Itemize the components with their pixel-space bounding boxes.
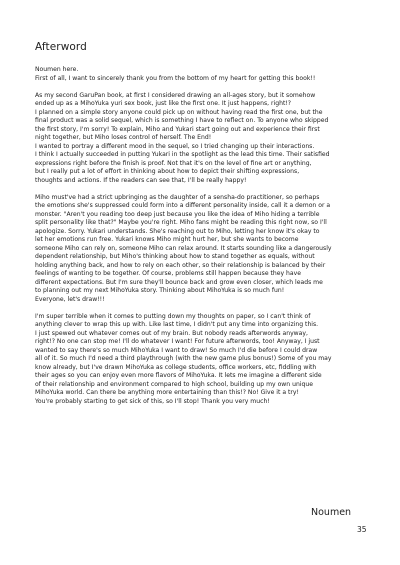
text-line: As my second GaruPan book, at first I considered drawing an all-ages story, but it somehow (35, 91, 316, 99)
text-line: monster. "Aren't you reading too deep just because you like the idea of Miho hiding a terrible (35, 210, 320, 218)
text-line: wanted to say there's so much MihoYuka I want to draw! So much I'd die before I could draw (35, 346, 318, 354)
text-line: split personality like that?" Maybe you're right. Miho fans might be reading this right now, so I'll (35, 219, 327, 226)
page-number: 35 (357, 525, 367, 534)
text-line: holding anything back, and how to rely on each other, so their relationship is balanced by their (35, 261, 326, 269)
text-line: all of it. So much I'd need a third playthrough (with the new game plus bonus!) Some of you may (35, 355, 332, 362)
text-line: final product was a solid sequel, which is something I have to reflect on. To anyone who skipped (35, 117, 329, 124)
text-line: I planned on a simple story anyone could pick up on without having read the first one, but the (35, 108, 323, 116)
page-title: Afterword (35, 41, 87, 53)
text-line: thoughts and actions. If the readers can see that, I'll be really happy! (35, 176, 247, 184)
text-line: someone Miho can rely on, someone Miho can relax around. It starts sounding like a dangerously (35, 244, 332, 252)
text-line: anything clever to wrap this up with. Like last time, I didn't put any time into organizing this. (35, 321, 319, 328)
text-line: I wanted to portray a different mood in the sequel, so I tried changing up their interactions. (35, 142, 315, 150)
text-line: dependent relationship, but Miho's thinking about how to stand together as equals, without (35, 253, 315, 260)
text-line: MihoYuka world. Can there be anything more entertaining than this!? No! Give it a try! (35, 389, 299, 396)
text-line: the first story, I'm sorry! To explain, Miho and Yukari start going out and experience their first (35, 125, 320, 133)
paragraph-second-book (35, 92, 370, 186)
text-line: Everyone, let's draw!!! (35, 295, 105, 303)
text-line: apologize. Sorry. Yukari understands. She's reaching out to Miho, letting her know it's okay to (35, 227, 320, 235)
text-line: Miho must've had a strict upbringing as the daughter of a sensha-do practitioner, so perhaps (35, 193, 320, 201)
paragraph-intro (35, 66, 370, 83)
text-line: the emotions she's suppressed could form into a different personality inside, call it a demon or a (35, 202, 331, 209)
paragraph-spacer (35, 83, 370, 92)
paragraph-miho (35, 194, 370, 305)
text-line: I think I actually succeeded in putting Yukari in the spotlight as the lead this time. Their satisfied (35, 151, 330, 158)
text-line: I'm super terrible when it comes to putting down my thoughts on paper, so I can't think of (35, 312, 311, 320)
text-line: expressions right before the finish is proof. Not that it's on the level of fine art or anything, (35, 159, 312, 167)
text-line: right!? No one can stop me! I'll do whatever I want! For future afterwords, too! Anyway, I just (35, 338, 320, 345)
text-line: their ages so you can enjoy even more flavors of MihoYuka. It lets me imagine a different side (35, 372, 322, 379)
text-line: to planning out my next MihoYuka story. Thinking about MihoYuka is so much fun! (35, 287, 285, 294)
paragraph-spacer (35, 304, 370, 313)
text-line: night together, but Miho loses control of herself. The End! (35, 134, 212, 141)
text-line: know already, but I've drawn MihoYuka as college students, office workers, etc, fiddling with (35, 363, 317, 371)
text-line: Noumen here. (35, 66, 79, 73)
afterword-body (35, 66, 370, 406)
paragraph-spacer (35, 185, 370, 194)
paragraph-closing (35, 313, 370, 407)
author-signature: Noumen (311, 507, 352, 518)
text-line: I just spewed out whatever comes out of my brain. But nobody reads afterwords anyway, (35, 329, 308, 337)
text-line: ended up as a MihoYuka yuri sex book, just like the first one. It just happens, right!? (35, 100, 292, 107)
text-line: feelings of wanting to be together. Of course, problems still happen because they have (35, 270, 302, 277)
text-line: First of all, I want to sincerely thank you from the bottom of my heart for getting this book!! (35, 74, 316, 82)
text-line: let her emotions run free. Yukari knows Miho might hurt her, but she wants to become (35, 236, 299, 243)
text-line: of their relationship and environment compared to high school, building up my own unique (35, 380, 313, 388)
text-line: but I really put a lot of effort in thinking about how to depict their shifting expressions, (35, 168, 300, 175)
text-line: You're probably starting to get sick of this, so I'll stop! Thank you very much! (35, 397, 270, 405)
text-line: different expectations. But I'm sure they'll bounce back and grow even closer, which leads me (35, 278, 323, 286)
